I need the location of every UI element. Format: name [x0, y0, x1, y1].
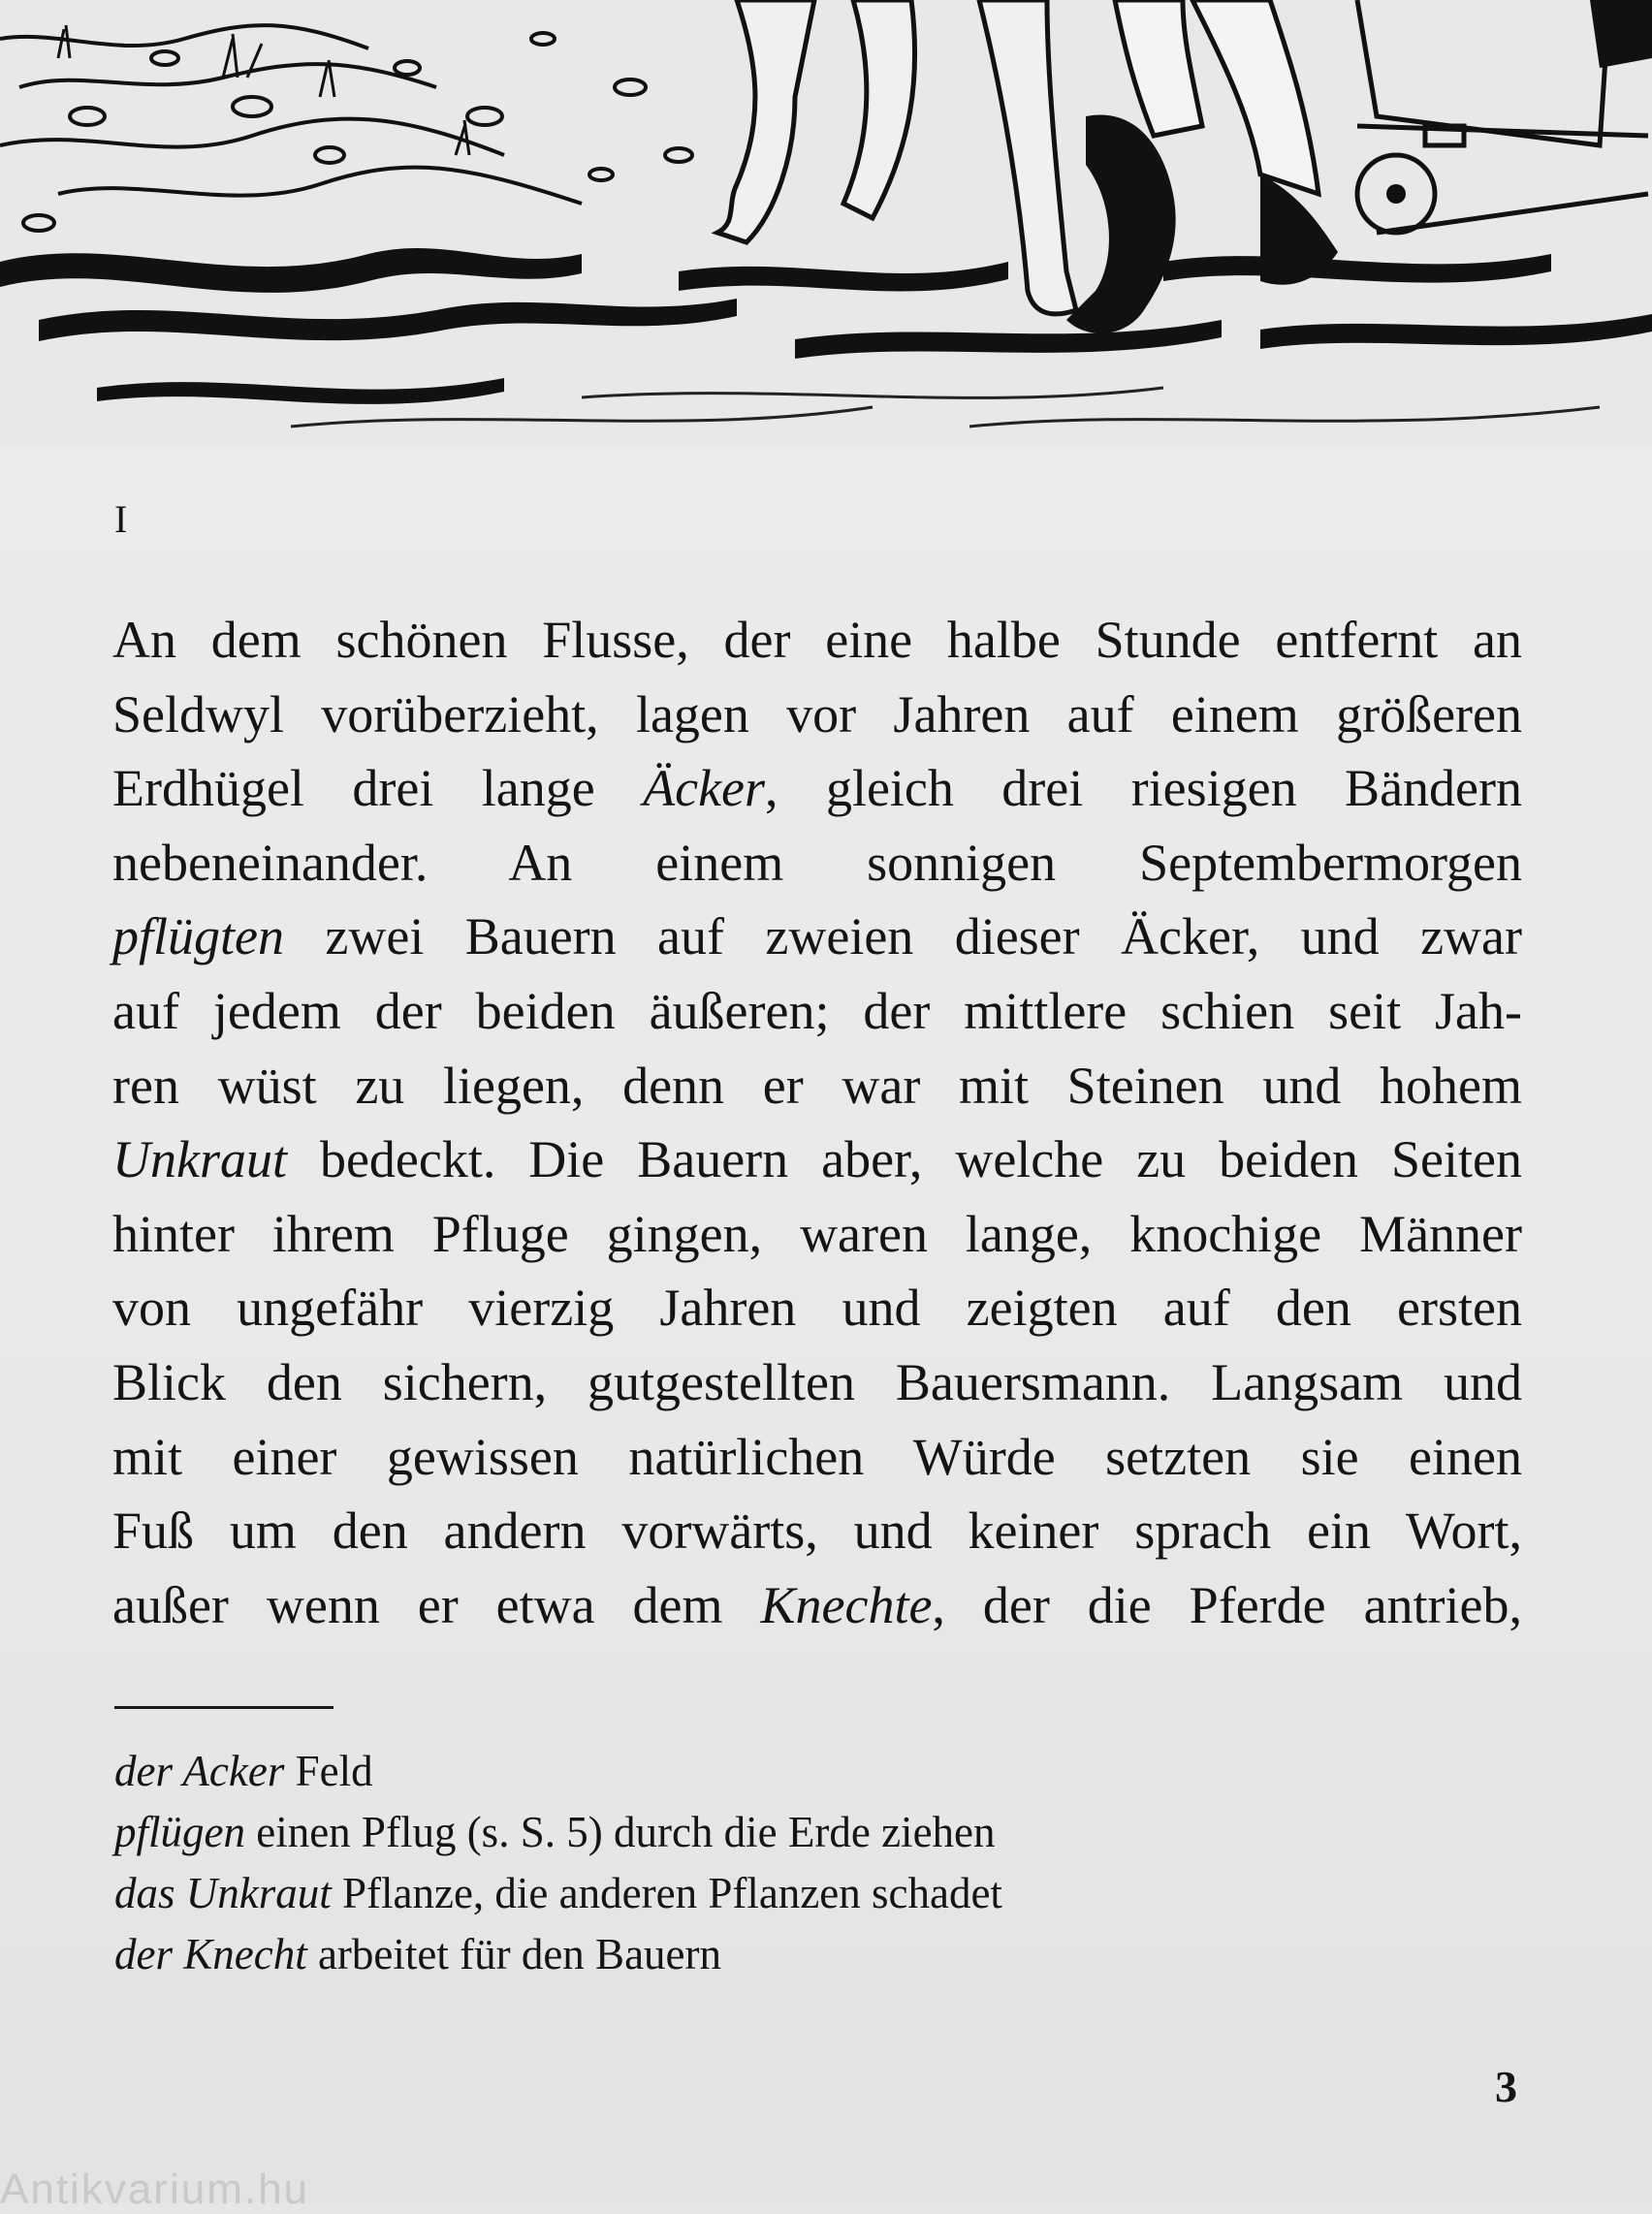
main-paragraph [112, 603, 1522, 1642]
footnote-definition: einen Pflug (s. S. 5) durch die Erde ziehen [244, 1808, 996, 1856]
footnote-entry [114, 1741, 1375, 1802]
footnote-term: das Unkraut [114, 1869, 332, 1917]
text-segment: außer wenn er etwa dem [112, 1575, 761, 1634]
glossed-term: Knechte [760, 1575, 933, 1634]
text-line [112, 1568, 1522, 1643]
footnote-entry [114, 1863, 1375, 1924]
footnote-definition: Feld [284, 1747, 373, 1795]
text-segment: , gleich drei riesigen Bändern [765, 759, 1522, 818]
footnote-divider [114, 1706, 334, 1709]
watermark: Antikvarium.hu [0, 2166, 310, 2213]
glossed-term: Unkraut [112, 1130, 287, 1189]
text-line [112, 1494, 1522, 1568]
text-segment: bedeckt. Die Bauern aber, welche zu beiden Seiten [286, 1130, 1522, 1189]
chapter-number: I [114, 497, 129, 541]
glossed-term: pflügten [112, 907, 284, 966]
text-line [112, 1197, 1522, 1272]
text-line [112, 974, 1522, 1049]
footnote-term: pflügen [114, 1808, 245, 1856]
text-segment: ren wüst zu liegen, denn er war mit Steinen und hohem [112, 1056, 1522, 1115]
text-segment: Fuß um den andern vorwärts, und keiner sprach ein Wort, [112, 1502, 1522, 1561]
text-line [112, 900, 1522, 974]
text-line [112, 1049, 1522, 1123]
footnote-entry [114, 1924, 1375, 1985]
footnote-definition: arbeitet für den Bauern [306, 1930, 722, 1978]
text-segment: Erdhügel drei lange [112, 759, 644, 818]
text-segment: von ungefähr vierzig Jahren und zeigten auf den ersten [112, 1279, 1522, 1338]
glossed-term: Äcker [643, 759, 766, 818]
text-segment: , der die Pferde antrieb, [932, 1575, 1522, 1634]
footnote-term: der Knecht [114, 1930, 307, 1978]
page-number: 3 [1495, 2062, 1517, 2111]
text-segment: Seldwyl vorüberzieht, lagen vor Jahren auf einem größeren [112, 684, 1522, 743]
text-line [112, 678, 1522, 752]
text-line [112, 751, 1522, 826]
text-segment: hinter ihrem Pfluge gingen, waren lange, knochige Männer [112, 1204, 1522, 1263]
text-segment: nebeneinander. An einem sonnigen Septembermorgen [112, 833, 1522, 892]
text-line [112, 1123, 1522, 1197]
text-segment: zwei Bauern auf zweien dieser Äcker, und zwar [283, 907, 1522, 966]
text-line [112, 826, 1522, 901]
text-line [112, 1345, 1522, 1420]
footnote-term: der Acker [114, 1747, 285, 1795]
text-segment: auf jedem der beiden äußeren; der mittlere schien seit Jah- [112, 981, 1522, 1040]
footnote-entry [114, 1802, 1375, 1863]
footnote-definition: Pflanze, die anderen Pflanzen schadet [331, 1869, 1002, 1917]
footnotes [114, 1741, 1375, 1985]
text-segment: mit einer gewissen natürlichen Würde setzten sie einen [112, 1427, 1522, 1486]
text-line [112, 1420, 1522, 1495]
text-segment: An dem schönen Flusse, der eine halbe Stunde entfernt an [112, 611, 1522, 669]
text-line [112, 603, 1522, 678]
plowing-horse-ink-drawing-icon [0, 0, 1652, 446]
text-segment: Blick den sichern, gutgestellten Bauersmann. Langsam und [112, 1352, 1522, 1411]
text-line [112, 1271, 1522, 1345]
